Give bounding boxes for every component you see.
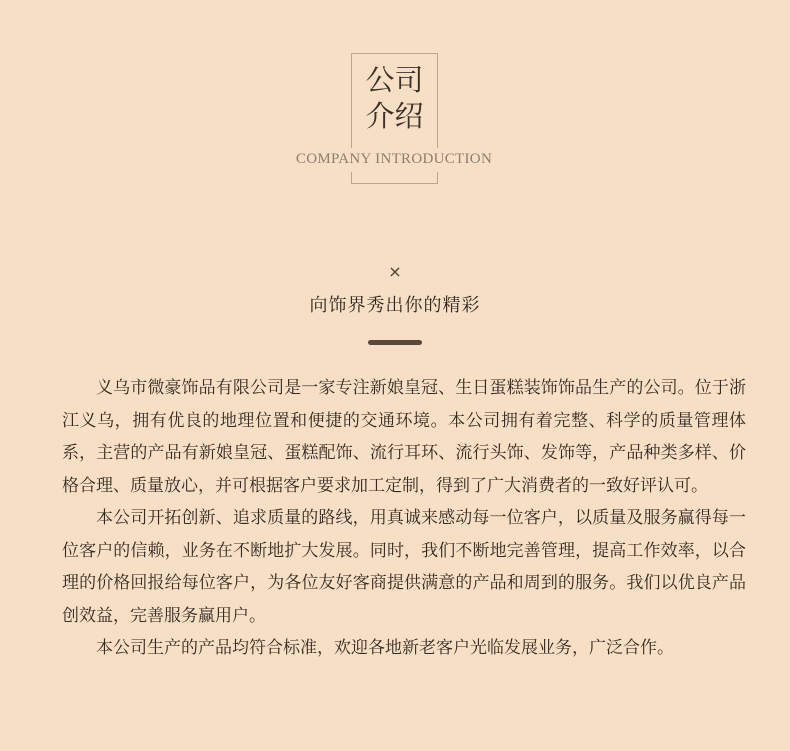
company-description [62,372,746,665]
paragraph-2: 本公司开拓创新、追求质量的路线，用真诚来感动每一位客户，以质量及服务赢得每一位客户的信赖，业务在不断地扩大发展。同时，我们不断地完善管理，提高工作效率，以合理的价格回报给每位客户，为各位友好客商提供满意的产品和周到的服务。我们以优良产品创效益，完善服务赢用户。 [62,508,746,626]
page-title [351,62,438,134]
slogan: 向饰界秀出你的精彩 [309,295,481,316]
divider-bar [368,340,422,345]
paragraph-3: 本公司生产的产品均符合标准，欢迎各地新老客户光临发展业务，广泛合作。 [96,638,674,658]
page-title-line-1: 公司 [365,63,424,97]
page-subtitle-english: COMPANY INTRODUCTION [295,151,493,167]
page-title-line-2: 介绍 [365,99,424,133]
paragraph-1: 义乌市微豪饰品有限公司是一家专注新娘皇冠、生日蛋糕装饰饰品生产的公司。位于浙江义乌，拥有优良的地理位置和便捷的交通环境。本公司拥有着完整、科学的质量管理体系，主营的产品有新娘皇冠、蛋糕配饰、流行耳环、流行头饰、发饰等，产品种类多样、价格合理、质量放心，并可根据客户要求加工定制，得到了广大消费者的一致好评认可。 [62,378,746,496]
cross-icon: × [388,262,402,281]
